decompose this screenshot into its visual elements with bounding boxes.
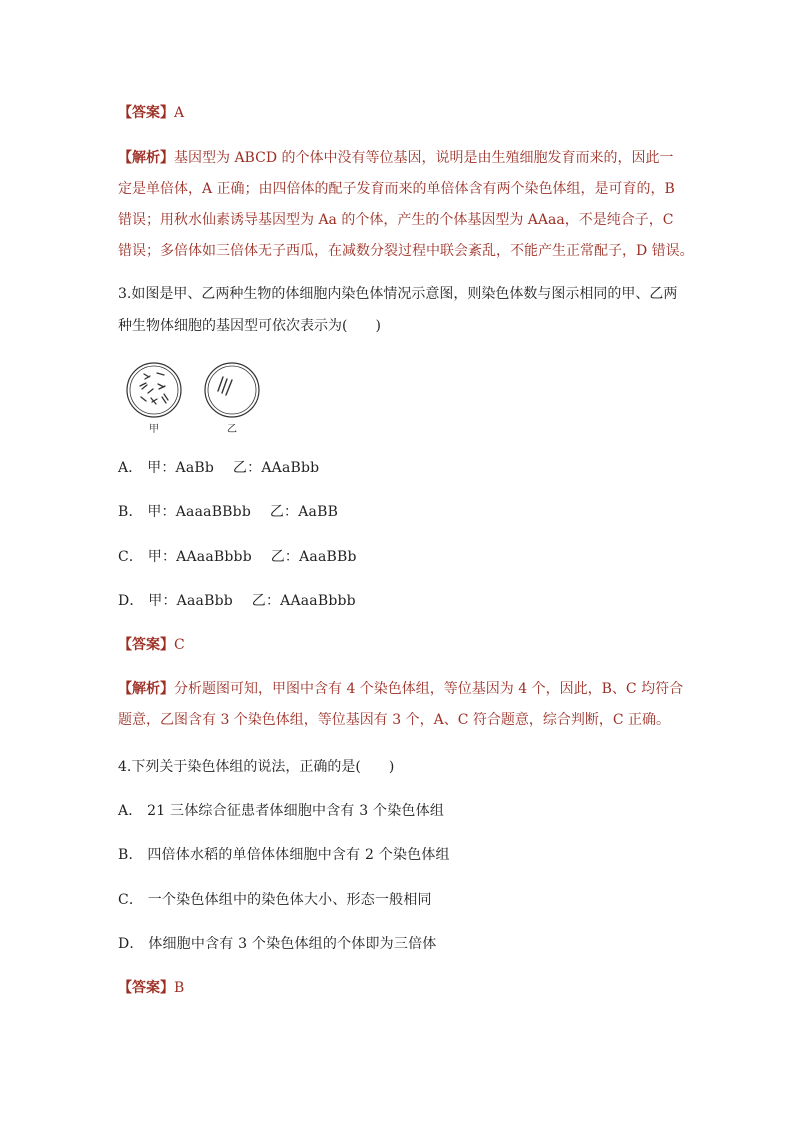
analysis-text: 分析题图可知，甲图中含有 4 个染色体组，等位基因为 4 个，因此，B、C 均符合 xyxy=(174,681,684,697)
q4-answer xyxy=(118,978,184,998)
q2-answer xyxy=(118,103,184,123)
q3-stem-line-2: 种生物体细胞的基因型可依次表示为( ) xyxy=(118,318,381,334)
answer-tag: 【答案】 xyxy=(118,105,174,121)
q4-option-a: A． 21 三体综合征患者体细胞中含有 3 个染色体组 xyxy=(118,803,445,819)
q2-analysis-line-1 xyxy=(118,148,674,168)
q3-answer xyxy=(118,635,185,655)
cell-yi xyxy=(205,363,259,435)
answer-tag: 【答案】 xyxy=(118,980,174,996)
chromosome-figure xyxy=(124,360,274,440)
answer-value: C xyxy=(174,637,185,653)
q3-analysis-line-1 xyxy=(118,679,683,699)
q3-option-b: B． 甲：AaaaBBbb 乙：AaBB xyxy=(118,504,339,520)
q4-option-c: C． 一个染色体组中的染色体大小、形态一般相同 xyxy=(118,892,432,908)
q2-analysis-line-4: 错误；多倍体如三倍体无子西瓜，在减数分裂过程中联会紊乱，不能产生正常配子，D 错误。 xyxy=(118,243,694,259)
q3-analysis-line-2: 题意，乙图含有 3 个染色体组，等位基因有 3 个，A、C 符合题意，综合判断，C 正确。 xyxy=(118,712,671,728)
cell-jia xyxy=(127,363,181,435)
analysis-tag: 【解析】 xyxy=(118,150,174,166)
answer-value: A xyxy=(174,105,185,121)
q4-option-b: B． 四倍体水稻的单倍体体细胞中含有 2 个染色体组 xyxy=(118,847,450,863)
q3-stem-line-1: 3.如图是甲、乙两种生物的体细胞内染色体情况示意图，则染色体数与图示相同的甲、乙两 xyxy=(118,286,678,302)
q3-option-c: C． 甲：AAaaBbbb 乙：AaaBBb xyxy=(118,549,357,565)
q3-option-d: D． 甲：AaaBbb 乙：AAaaBbbb xyxy=(118,593,356,609)
analysis-tag: 【解析】 xyxy=(118,681,174,697)
q4-option-d: D． 体细胞中含有 3 个染色体组的个体即为三倍体 xyxy=(118,936,437,952)
answer-tag: 【答案】 xyxy=(118,637,174,653)
q2-analysis-line-3: 错误；用秋水仙素诱导基因型为 Aa 的个体，产生的个体基因型为 AAaa，不是纯合子，C xyxy=(118,212,674,228)
q4-stem: 4.下列关于染色体组的说法，正确的是( ) xyxy=(118,759,395,775)
figure-label-jia: 甲 xyxy=(149,424,159,435)
answer-value: B xyxy=(174,980,185,996)
q2-analysis-line-2: 定是单倍体，A 正确；由四倍体的配子发育而来的单倍体含有两个染色体组，是可育的，B xyxy=(118,181,675,197)
figure-label-yi: 乙 xyxy=(227,424,237,435)
q3-option-a: A． 甲：AaBb 乙：AAaBbb xyxy=(118,460,320,476)
analysis-text: 基因型为 ABCD 的个体中没有等位基因，说明是由生殖细胞发育而来的，因此一 xyxy=(174,150,674,166)
